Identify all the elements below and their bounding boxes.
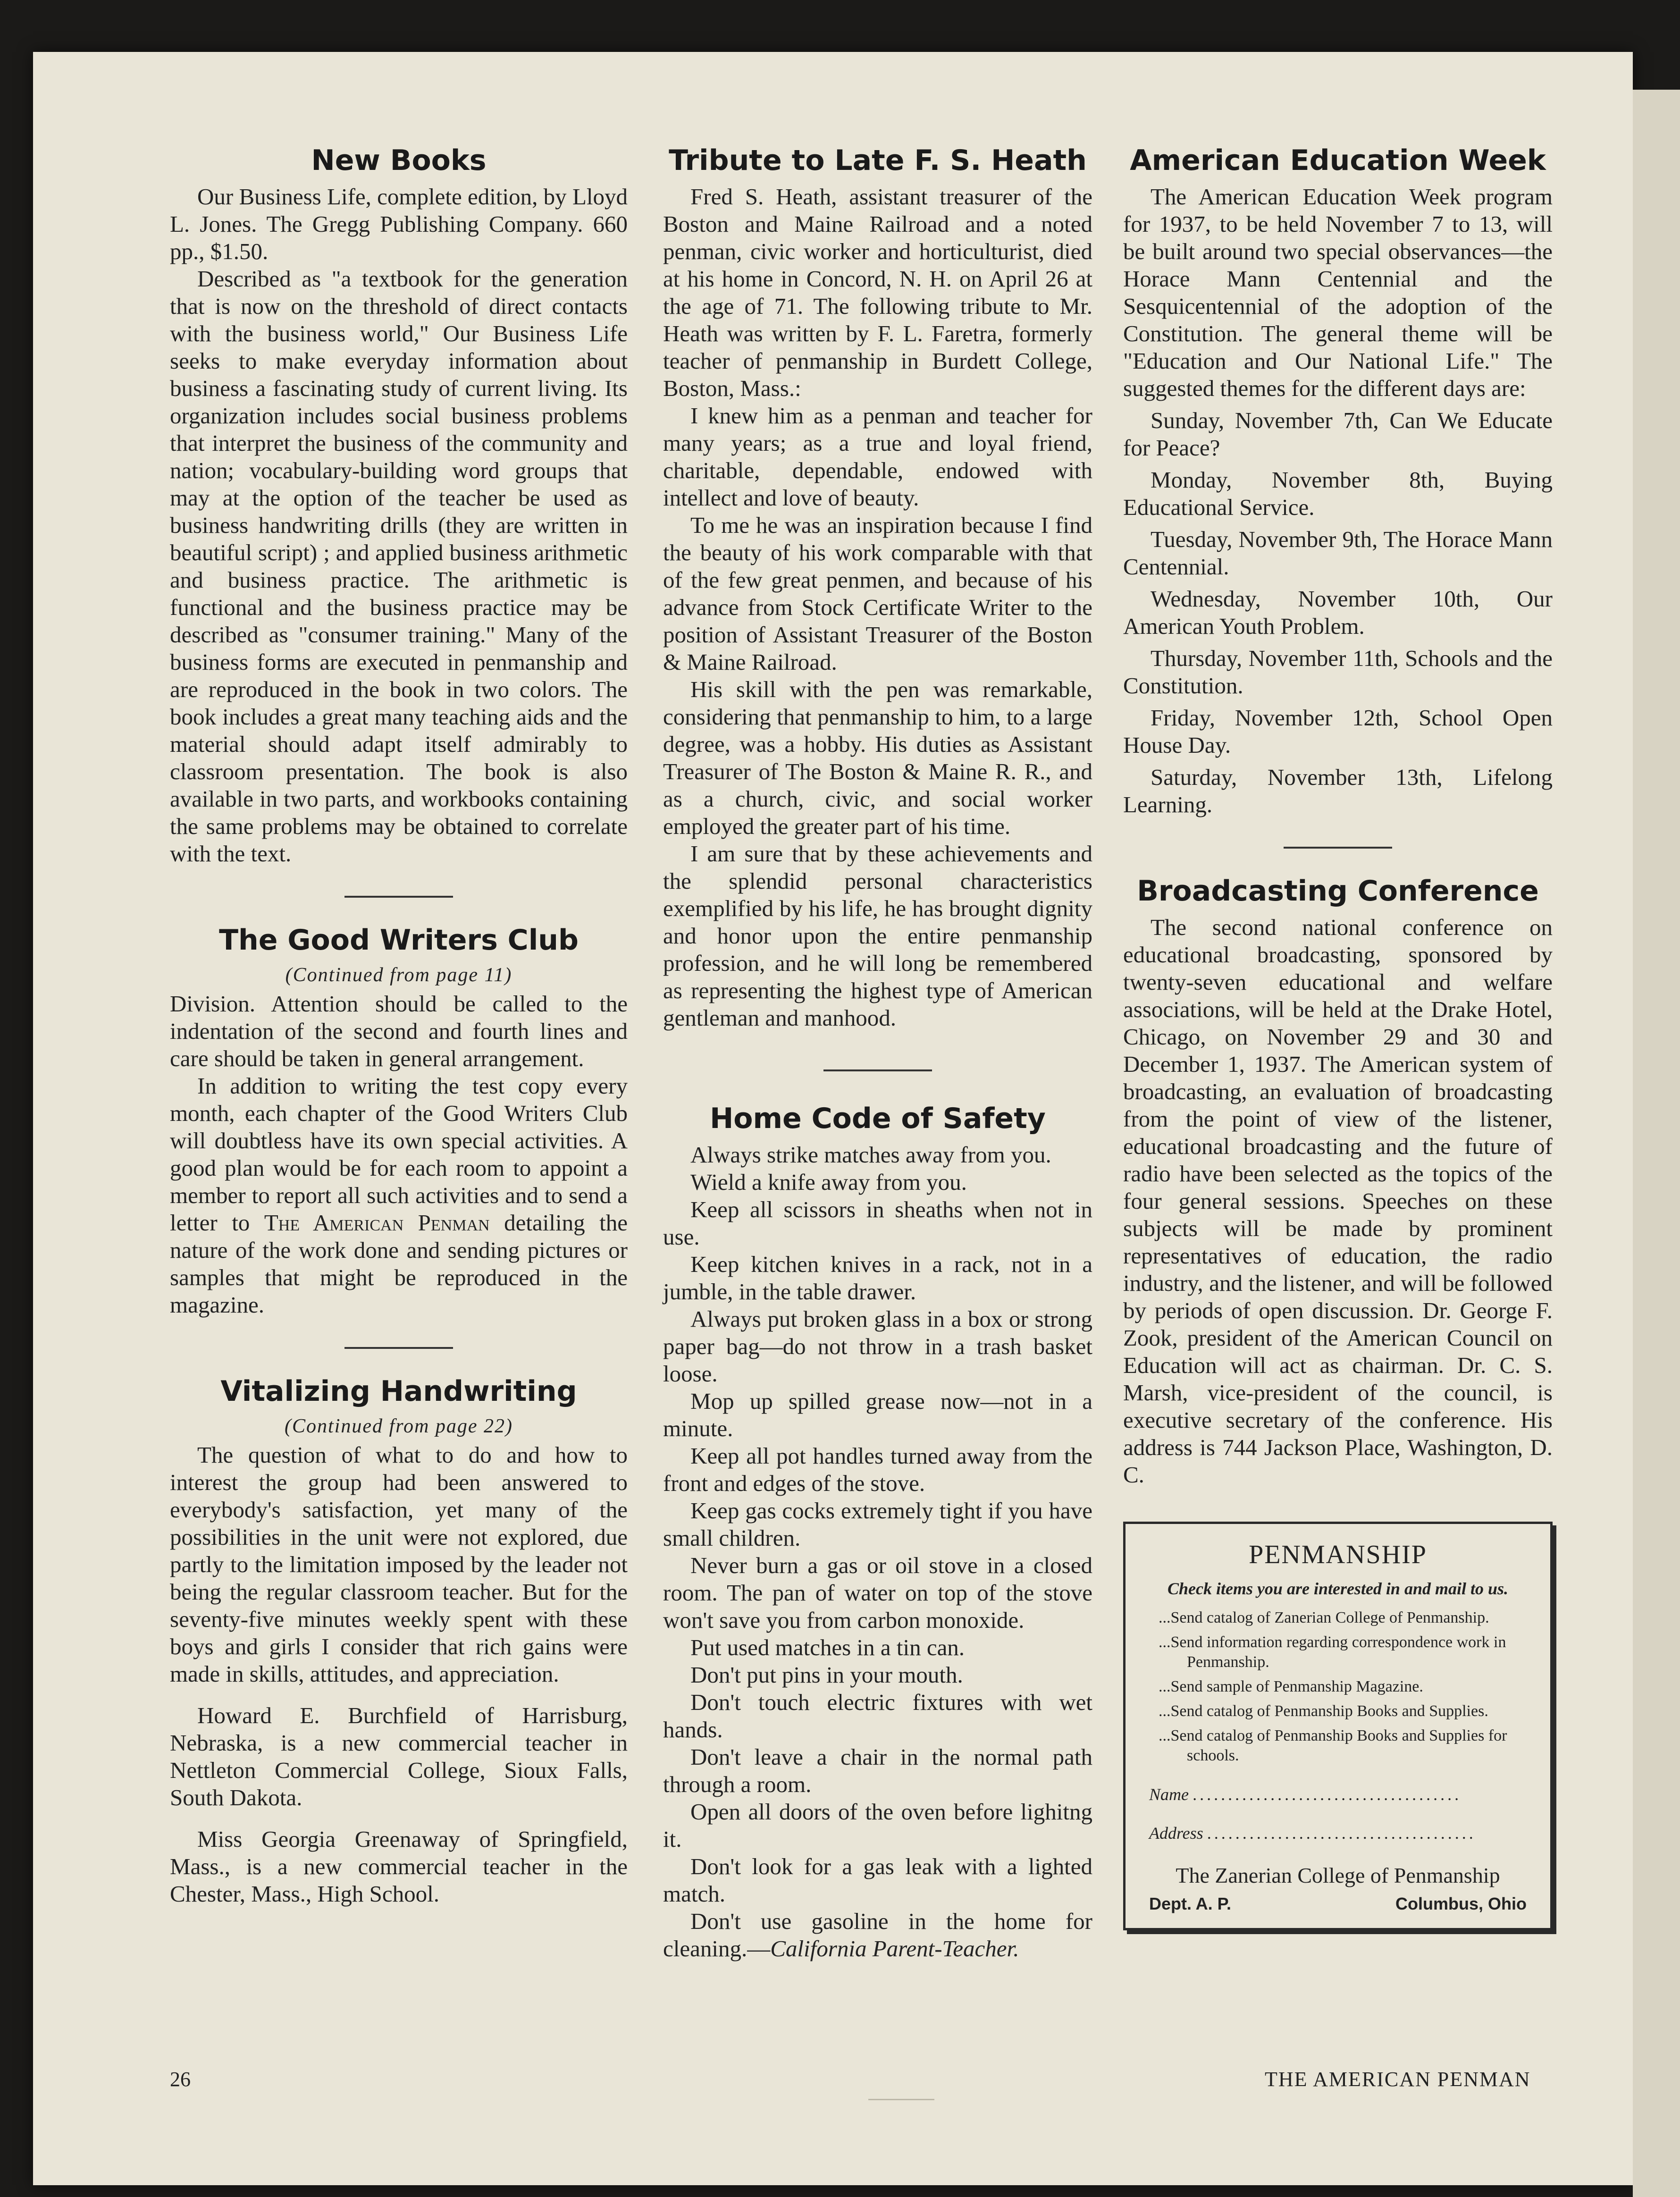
continued-note: (Continued from page 22) <box>285 1415 513 1437</box>
paragraph: Don't touch electric fixtures with wet hands. <box>663 1689 1092 1742</box>
paragraph: To me he was an inspiration because I find the beauty of his work comparable with that of the few great penmen, and because of his advance from Stock Certificate Writer to the position of Assistant Treasurer of the Boston & Maine Railroad. <box>663 512 1092 675</box>
coupon-organization: The Zanerian College of Penmanship <box>1176 1863 1500 1887</box>
paragraph: Wednesday, November 10th, Our American Youth Problem. <box>1123 586 1553 639</box>
paragraph: Fred S. Heath, assistant treasurer of the Boston and Maine Railroad and a noted penman, civic worker and horticulturist, died at his home in Concord, N. H. on April 26 at the age of 71. The following tribute to Mr. Heath was written by F. L. Faretra, formerly teacher of penmanship in Burdett College, Boston, Mass.: <box>663 184 1092 401</box>
heading-american-education-week: American Education Week <box>1130 144 1546 177</box>
divider <box>823 1069 932 1071</box>
magazine-name: The American Penman <box>264 1210 490 1236</box>
paragraph: Miss Georgia Greenaway of Springfield, Mass., is a new commercial teacher in the Chester, Mass., High School. <box>170 1826 628 1907</box>
paragraph: Don't put pins in your mouth. <box>690 1662 963 1688</box>
mail-order-coupon <box>1123 1522 1553 1930</box>
paragraph: I knew him as a penman and teacher for many years; as a true and loyal friend, charitable, dependable, endowed with intellect and love of beauty. <box>663 403 1092 511</box>
text-run: Don't use gasoline in the home for cleaning.— <box>663 1908 1092 1961</box>
text-run: detailing the nature of the work done and sending pictures or samples that might be reproduced in the magazine. <box>170 1210 628 1318</box>
heading-tribute: Tribute to Late F. S. Heath <box>669 144 1087 177</box>
paragraph: The question of what to do and how to interest the group had been answered to everybody's satisfaction, yet many of the possibilities in the unit were not explored, due partly to the limitation imposed by the leader not being the regular classroom teacher. But for the seventy-five minutes weekly spent with these boys and girls I consider that rich gains were made in skills, attitudes, and appreciation. <box>170 1442 628 1687</box>
heading-new-books: New Books <box>311 144 487 177</box>
heading-home-code-of-safety: Home Code of Safety <box>710 1102 1046 1135</box>
paragraph: Keep gas cocks extremely tight if you have small children. <box>663 1498 1092 1551</box>
paragraph: Keep all scissors in sheaths when not in use. <box>663 1196 1092 1250</box>
paragraph <box>663 1908 1092 1962</box>
coupon-option[interactable]: ...Send catalog of Penmanship Books and Supplies. <box>1159 1702 1488 1720</box>
heading-good-writers-club: The Good Writers Club <box>219 924 579 957</box>
paragraph: I am sure that by these achievements and the splendid personal characteristics exemplified by his life, he has brought dignity and honor upon the entire penmanship profession, and he will long be remembered as representing the highest type of American gentleman and manhood. <box>663 841 1092 1031</box>
column-2 <box>663 142 1092 1962</box>
heading-vitalizing-handwriting: Vitalizing Handwriting <box>220 1375 577 1408</box>
paragraph: Howard E. Burchfield of Harrisburg, Nebraska, is a new commercial teacher in Nettleton Commercial College, Sioux Falls, South Dakota. <box>170 1702 628 1810</box>
coupon-title: PENMANSHIP <box>1249 1540 1427 1569</box>
paragraph: Friday, November 12th, School Open House Day. <box>1123 705 1553 758</box>
page-number: 26 <box>170 2068 191 2091</box>
paragraph: Sunday, November 7th, Can We Educate for Peace? <box>1123 407 1553 461</box>
text-run: In addition to writing the test copy every month, each chapter of the Good Writers Club will doubtless have its own special activities. A good plan would be for each room to appoint a member to report all such activities and to send a letter to <box>170 1073 628 1236</box>
magazine-footer: THE AMERICAN PENMAN <box>1265 2068 1531 2091</box>
paragraph: Keep kitchen knives in a rack, not in a jumble, in the table drawer. <box>663 1251 1092 1305</box>
fill-line: ...................................... <box>1193 1785 1462 1804</box>
continued-note: (Continued from page 11) <box>285 964 512 986</box>
divider <box>1284 847 1392 849</box>
paragraph: Wield a knife away from you. <box>690 1169 967 1195</box>
coupon-instruction: Check items you are interested in and mail to us. <box>1167 1579 1509 1598</box>
paragraph: Thursday, November 11th, Schools and the Constitution. <box>1123 645 1553 699</box>
name-label: Name <box>1149 1785 1189 1804</box>
paragraph: Monday, November 8th, Buying Educational Service. <box>1123 467 1553 520</box>
paragraph: Don't leave a chair in the normal path through a room. <box>663 1744 1092 1797</box>
paragraph: Don't look for a gas leak with a lighted match. <box>663 1853 1092 1907</box>
paragraph: Keep all pot handles turned away from the front and edges of the stove. <box>663 1443 1092 1496</box>
paragraph: His skill with the pen was remarkable, considering that penmanship to him, to a large degree, was a hobby. His duties as Assistant Treasurer of The Boston & Maine R. R., and as a church, civic, and social worker employed the greater part of his time. <box>663 676 1092 839</box>
name-field[interactable] <box>1149 1785 1527 1804</box>
coupon-option[interactable]: ...Send catalog of Penmanship Books and Supplies for schools. <box>1159 1727 1507 1764</box>
heading-broadcasting-conference: Broadcasting Conference <box>1137 875 1539 908</box>
address-label: Address <box>1149 1824 1203 1843</box>
next-page-edge <box>1633 90 1680 2197</box>
coupon-dept: Dept. A. P. <box>1149 1894 1232 1913</box>
source-citation: California Parent-Teacher. <box>770 1936 1019 1961</box>
paragraph: Open all doors of the oven before lighitng it. <box>663 1799 1092 1852</box>
paragraph: Never burn a gas or oil stove in a closed room. The pan of water on top of the stove won't save you from carbon monoxide. <box>663 1552 1092 1633</box>
coupon-city: Columbus, Ohio <box>1395 1894 1527 1913</box>
paragraph: Division. Attention should be called to the indentation of the second and fourth lines and care should be taken in general arrangement. <box>170 991 628 1071</box>
coupon-address-line <box>1149 1894 1527 1914</box>
paragraph <box>170 1072 628 1319</box>
paragraph: The second national conference on educational broadcasting, sponsored by twenty-seven educational and welfare associations, will be held at the Drake Hotel, Chicago, on November 29 and 30 and December 1, 1937. The American system of broadcasting, an evaluation of broadcasting from the point of view of the listener, educational broadcasting and the future of radio have been selected as the topics of the four general sessions. Speeches on these subjects will be made by prominent representatives of education, the radio industry, and the listener, and will be followed by periods of open discussion. Dr. George F. Zook, president of the American Council on Education will act as chairman. Dr. C. S. Marsh, vice-president of the council, is executive secretary of the conference. His address is 744 Jackson Place, Washington, D. C. <box>1123 914 1553 1488</box>
paragraph: Described as "a textbook for the generation that is now on the threshold of direct contacts with the business world," Our Business Life seeks to make everyday information about business a fascinating study of current living. Its organization includes social business problems that interpret the business of the community and nation; vocabulary-building word groups that may at the option of the teacher be used as business handwriting drills (they are written in beautiful script) ; and applied business arithmetic and business practice. The arithmetic is functional and the business practice may be described as "consumer training." Many of the business forms are executed in penmanship and are reproduced in the book in two colors. The book includes a great many teaching aids and the material should adapt itself admirably to classroom presentation. The book is also available in two parts, and workbooks containing the same problems may be obtained to correlate with the text. <box>170 266 628 867</box>
fold-mark <box>868 2099 934 2100</box>
paragraph: Put used matches in a tin can. <box>690 1634 965 1660</box>
coupon-option[interactable]: ...Send sample of Penmanship Magazine. <box>1159 1678 1423 1695</box>
paragraph: The American Education Week program for 1937, to be held November 7 to 13, will be built around two special observances—the Horace Mann Centennial and the Sesquicentennial of the adoption of the Constitution. The general theme will be "Education and Our National Life." The suggested themes for the different days are: <box>1123 184 1553 401</box>
paragraph: Mop up spilled grease now—not in a minute. <box>663 1388 1092 1441</box>
paragraph: Our Business Life, complete edition, by Lloyd L. Jones. The Gregg Publishing Company. 660 pp., $1.50. <box>170 184 628 264</box>
paragraph: Saturday, November 13th, Lifelong Learning. <box>1123 764 1553 817</box>
paragraph: Always strike matches away from you. <box>690 1142 1051 1168</box>
address-field[interactable] <box>1149 1823 1527 1843</box>
column-1 <box>170 142 628 1908</box>
column-3 <box>1123 142 1553 1930</box>
paragraph: Always put broken glass in a box or strong paper bag—do not throw in a trash basket loose. <box>663 1306 1092 1387</box>
divider <box>344 1347 453 1349</box>
fill-line: ...................................... <box>1207 1824 1477 1843</box>
coupon-option[interactable]: ...Send information regarding correspondence work in Penmanship. <box>1159 1633 1506 1671</box>
paragraph: Tuesday, November 9th, The Horace Mann Centennial. <box>1123 526 1553 580</box>
coupon-option[interactable]: ...Send catalog of Zanerian College of Penmanship. <box>1159 1609 1489 1626</box>
divider <box>344 896 453 898</box>
